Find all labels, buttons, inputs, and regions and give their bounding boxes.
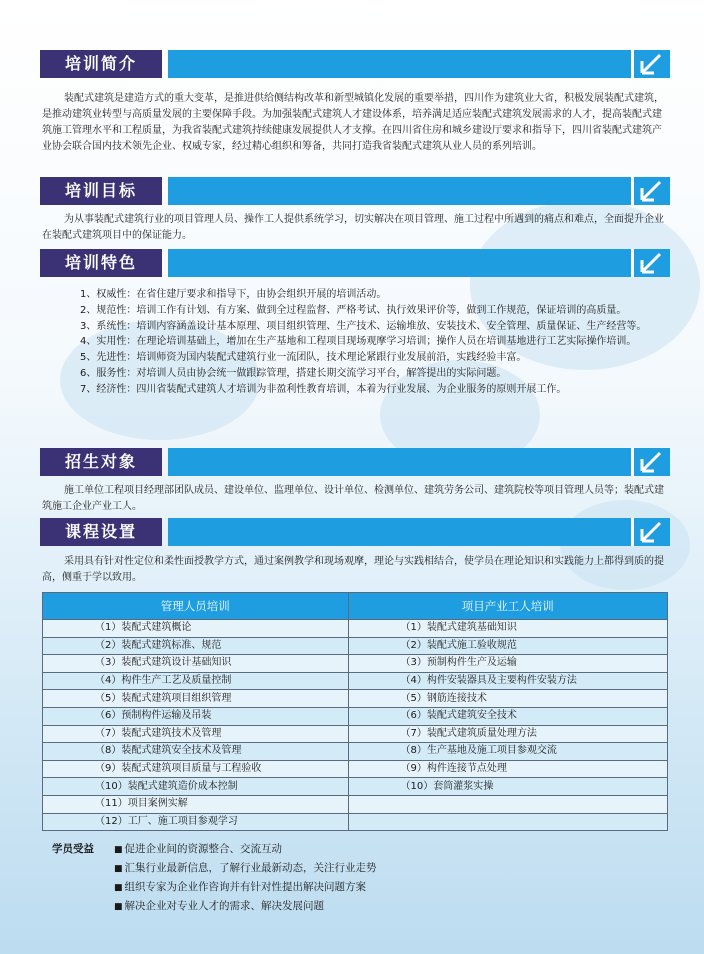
list-item: ■ 解决企业对专业人才的需求、解决发展问题 [114,897,377,916]
section-header [40,518,670,546]
course-table-header: 管理人员培训 [43,593,349,620]
audience-text: 施工单位工程项目经理部团队成员、建设单位、监理单位、设计单位、检测单位、建筑劳务公司、建筑院校等项目管理人员等；装配式建筑施工企业产业工人。 [42,485,664,512]
table-cell: （7）装配式建筑质量处理方法 [348,725,667,743]
table-row [43,707,668,725]
table-row [43,672,668,690]
table-row [43,778,668,796]
course-table-header: 项目产业工人培训 [348,593,667,620]
table-cell: （8）生产基地及施工项目参观交流 [348,743,667,761]
table-cell: （8）装配式建筑安全技术及管理 [43,743,349,761]
arrow-down-left-icon [631,448,670,476]
table-cell: （5）钢筋连接技术 [348,690,667,708]
table-cell: （2）装配式建筑标准、规范 [43,637,349,655]
section-bar [168,448,670,476]
table-cell: （3）预制构件生产及运输 [348,655,667,673]
section-bar [168,50,670,78]
section-courses [40,518,670,586]
list-item: ■ 促进企业间的资源整合、交流互动 [114,840,377,859]
table-row [43,655,668,673]
table-cell: （11）项目案例实解 [43,795,349,813]
section-header [40,249,670,277]
section-title: 培训目标 [40,177,162,205]
goal-text: 为从事装配式建筑行业的项目管理人员、操作工人提供系统学习，切实解决在项目管理、施工过程中所遇到的痛点和难点，全面提升企业在装配式建筑项目中的保证能力。 [42,214,664,241]
table-row [43,795,668,813]
section-bar [168,177,670,205]
feature-item: 7、经济性：四川省装配式建筑人才培训为非盈利性教育培训，本着为行业发展、为企业服务的原则开展工作。 [80,383,567,395]
section-header [40,448,670,476]
table-cell: （6）预制构件运输及吊装 [43,707,349,725]
arrow-down-left-icon [631,50,670,78]
table-cell: （2）装配式施工验收规范 [348,637,667,655]
table-cell [348,795,667,813]
feature-item: 1、权威性：在省住建厅要求和指导下，由协会组织开展的培训活动。 [80,289,387,300]
section-bar [168,518,670,546]
features-list [40,287,670,398]
table-cell: （10）装配式建筑造价成本控制 [43,778,349,796]
table-cell: （4）构件安装器具及主要构件安装方法 [348,672,667,690]
table-cell: （5）装配式建筑项目组织管理 [43,690,349,708]
table-cell: （9）装配式建筑项目质量与工程验收 [43,760,349,778]
table-row [43,743,668,761]
feature-item: 2、规范性：培训工作有计划、有方案、做到全过程监督、严格考试、执行效果评价等，做到工作规范，保证培训的高质量。 [80,304,627,316]
section-bar [168,249,670,277]
intro-text: 装配式建筑是建造方式的重大变革，是推进供给侧结构改革和新型城镇化发展的重要举措，四川作为建筑业大省，积极发展装配式建筑，是推动建筑业转型与高质量发展的主要保障手段。为加强装配式建筑人才建设体系，培养满足适应装配式建筑发展需求的人才，提高装配式建筑施工管理水平和工程质量，为我省装配式建筑持续健康发展提供人才支撑。在四川省住房和城乡建设厅要求和指导下，四川省装配式建筑产业协会联合国内技术领先企业、权威专家，经过精心组织和筹备，共同打造我省装配式建筑从业人员的系列培训。 [42,93,664,152]
section-title: 培训简介 [40,50,162,78]
section-title: 培训特色 [40,249,162,277]
list-item: ■ 组织专家为企业作咨询并有针对性提出解决问题方案 [114,878,377,897]
table-cell: （9）构件连接节点处理 [348,760,667,778]
benefits-label: 学员受益 [52,843,94,855]
table-cell: （3）装配式建筑设计基础知识 [43,655,349,673]
list-item: ■ 汇集行业最新信息，了解行业最新动态，关注行业走势 [114,859,377,878]
table-row [43,690,668,708]
section-title: 招生对象 [40,448,162,476]
table-row [43,813,668,831]
table-cell: （7）装配式建筑技术及管理 [43,725,349,743]
section-audience [40,448,670,515]
table-row [43,620,668,638]
feature-item: 5、先进性：培训师资为国内装配式建筑行业一流团队，技术理论紧跟行业发展前沿，实践经验丰富。 [80,352,527,364]
table-row [43,637,668,655]
section-features [40,249,670,398]
table-row [43,760,668,778]
arrow-down-left-icon [631,518,670,546]
section-goal [40,177,670,244]
table-row [43,725,668,743]
course-table [42,592,668,831]
section-header [40,177,670,205]
section-intro [40,50,670,155]
arrow-down-left-icon [631,177,670,205]
feature-item: 6、服务性：对培训人员由协会统一做跟踪管理，搭建长期交流学习平台，解答提出的实际问题。 [80,367,507,379]
feature-item: 4、实用性：在理论培训基础上，增加在生产基地和工程项目现场观摩学习培训；操作人员在培训基地进行工艺实际操作培训。 [80,336,637,348]
section-title: 课程设置 [40,518,162,546]
feature-item: 3、系统性：培训内容涵盖设计基本原理、项目组织管理、生产技术、运输堆放、安装技术、安全管理、质量保证、生产经营等。 [80,320,647,332]
table-cell: （1）装配式建筑概论 [43,620,349,638]
table-cell: （1）装配式建筑基础知识 [348,620,667,638]
table-cell: （12）工厂、施工项目参观学习 [43,813,349,831]
table-cell: （4）构件生产工艺及质量控制 [43,672,349,690]
table-cell: （10）套筒灌浆实操 [348,778,667,796]
table-cell: （6）装配式建筑安全技术 [348,707,667,725]
section-header [40,50,670,78]
table-cell [348,813,667,831]
courses-text: 采用具有针对性定位和柔性面授教学方式，通过案例教学和现场观摩，理论与实践相结合，使学员在理论知识和实践能力上都得到质的提高，侧重于学以致用。 [42,556,664,583]
benefits [52,840,377,916]
arrow-down-left-icon [631,249,670,277]
